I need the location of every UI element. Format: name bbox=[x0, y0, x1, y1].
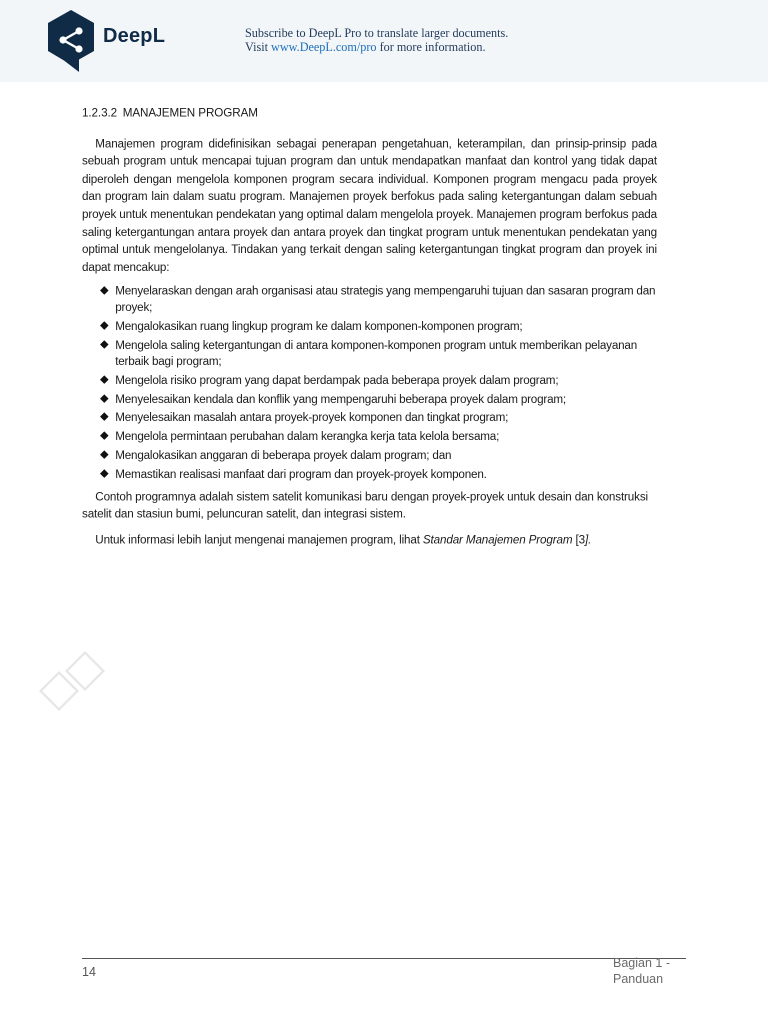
bullet-item bbox=[100, 319, 657, 335]
deepl-banner bbox=[0, 0, 768, 82]
diamond-bullet-icon bbox=[100, 340, 109, 349]
diamond-bullet-icon bbox=[100, 450, 109, 459]
diamond-bullet-icon bbox=[100, 431, 109, 440]
bullet-item bbox=[100, 391, 657, 407]
reference-number: [3 bbox=[572, 532, 585, 547]
promo-suffix: for more information. bbox=[376, 40, 486, 54]
bullet-text: Mengalokasikan anggaran di beberapa proyek dalam program; dan bbox=[115, 448, 452, 462]
promo-prefix: Visit bbox=[245, 40, 272, 54]
deepl-pro-link[interactable]: www.DeepL.com/pro bbox=[271, 40, 377, 54]
deepl-logo-text: DeepL bbox=[103, 25, 166, 47]
promo-line-2 bbox=[245, 40, 508, 54]
watermark-diamonds-icon bbox=[36, 650, 111, 722]
section-title: MANAJEMEN PROGRAM bbox=[122, 105, 258, 120]
bullet-text: Menyelesaikan masalah antara proyek-proyek komponen dan tingkat program; bbox=[115, 410, 509, 425]
reference-prefix: Untuk informasi lebih lanjut mengenai manajemen program, lihat bbox=[95, 532, 423, 547]
bullet-item bbox=[100, 429, 657, 445]
intro-paragraph: Manajemen program didefinisikan sebagai penerapan pengetahuan, keterampilan, dan prinsip-prinsip pada sebuah program untuk mencapai tujuan program dan untuk mendapatkan manfaat dan kontrol yang tidak dapat diperoleh dengan mengelola komponen program secara individual. Komponen program mengacu pada proyek dan program lain dalam suatu program. Manajemen proyek berfokus pada saling ketergantungan dalam sebuah proyek untuk menentukan pendekatan yang optimal dalam mengelola proyek. Manajemen program berfokus pada saling ketergantungan antara proyek dan antara proyek dan tingkat program untuk menentukan pendekatan yang optimal untuk mengelolanya. Tindakan yang terkait dengan saling ketergantungan tingkat program dan proyek ini dapat mencakup: bbox=[82, 136, 657, 274]
section-number: 1.2.3.2 bbox=[82, 105, 118, 120]
footer-divider bbox=[82, 958, 686, 959]
deepl-logo-icon[interactable] bbox=[46, 10, 96, 72]
bullet-item bbox=[100, 284, 657, 316]
bullet-item bbox=[100, 372, 657, 388]
bullet-text: Mengalokasikan ruang lingkup program ke dalam komponen-komponen program; bbox=[115, 319, 523, 333]
bullet-item bbox=[100, 410, 657, 426]
diamond-bullet-icon bbox=[100, 321, 109, 330]
bullet-item bbox=[100, 337, 657, 369]
diamond-bullet-icon bbox=[100, 394, 109, 403]
diamond-bullet-icon bbox=[100, 413, 109, 422]
bullet-text: Mengelola permintaan perubahan dalam kerangka kerja tata kelola bersama; bbox=[115, 429, 500, 443]
example-paragraph: Contoh programnya adalah sistem satelit komunikasi baru dengan proyek-proyek untuk desain dan konstruksi satelit dan stasiun bumi, peluncuran satelit, dan integrasi sistem. bbox=[82, 489, 648, 521]
footer-section-label: Bagian 1 - Panduan bbox=[613, 956, 670, 986]
diamond-bullet-icon bbox=[100, 287, 109, 296]
bullet-text: Menyelesaikan kendala dan konflik yang mempengaruhi beberapa proyek dalam program; bbox=[115, 391, 566, 406]
diamond-bullet-icon bbox=[100, 469, 109, 478]
reference-paragraph bbox=[82, 531, 657, 549]
diamond-bullet-icon bbox=[100, 375, 109, 384]
bullet-text: Mengelola saling ketergantungan di antara komponen-komponen program untuk memberikan pelayanan terbaik bagi program; bbox=[115, 338, 638, 368]
promo-line-1: Subscribe to DeepL Pro to translate larger documents. bbox=[245, 26, 509, 40]
reference-title: Standar Manajemen Program bbox=[422, 532, 573, 547]
bullet-text: Memastikan realisasi manfaat dari program dan proyek-proyek komponen. bbox=[115, 467, 487, 481]
bullet-text: Mengelola risiko program yang dapat berdampak pada beberapa proyek dalam program; bbox=[115, 373, 559, 387]
section-heading bbox=[82, 104, 657, 122]
reference-suffix: ]. bbox=[584, 532, 592, 547]
promo-message bbox=[245, 26, 508, 54]
bullet-item bbox=[100, 466, 657, 482]
activity-bullet-list bbox=[82, 284, 657, 483]
document-body bbox=[82, 104, 657, 549]
page-number: 14 bbox=[82, 965, 96, 979]
bullet-item bbox=[100, 447, 657, 463]
bullet-text: Menyelaraskan dengan arah organisasi atau strategis yang mempengaruhi tujuan dan sasaran program dan proyek; bbox=[115, 284, 656, 315]
